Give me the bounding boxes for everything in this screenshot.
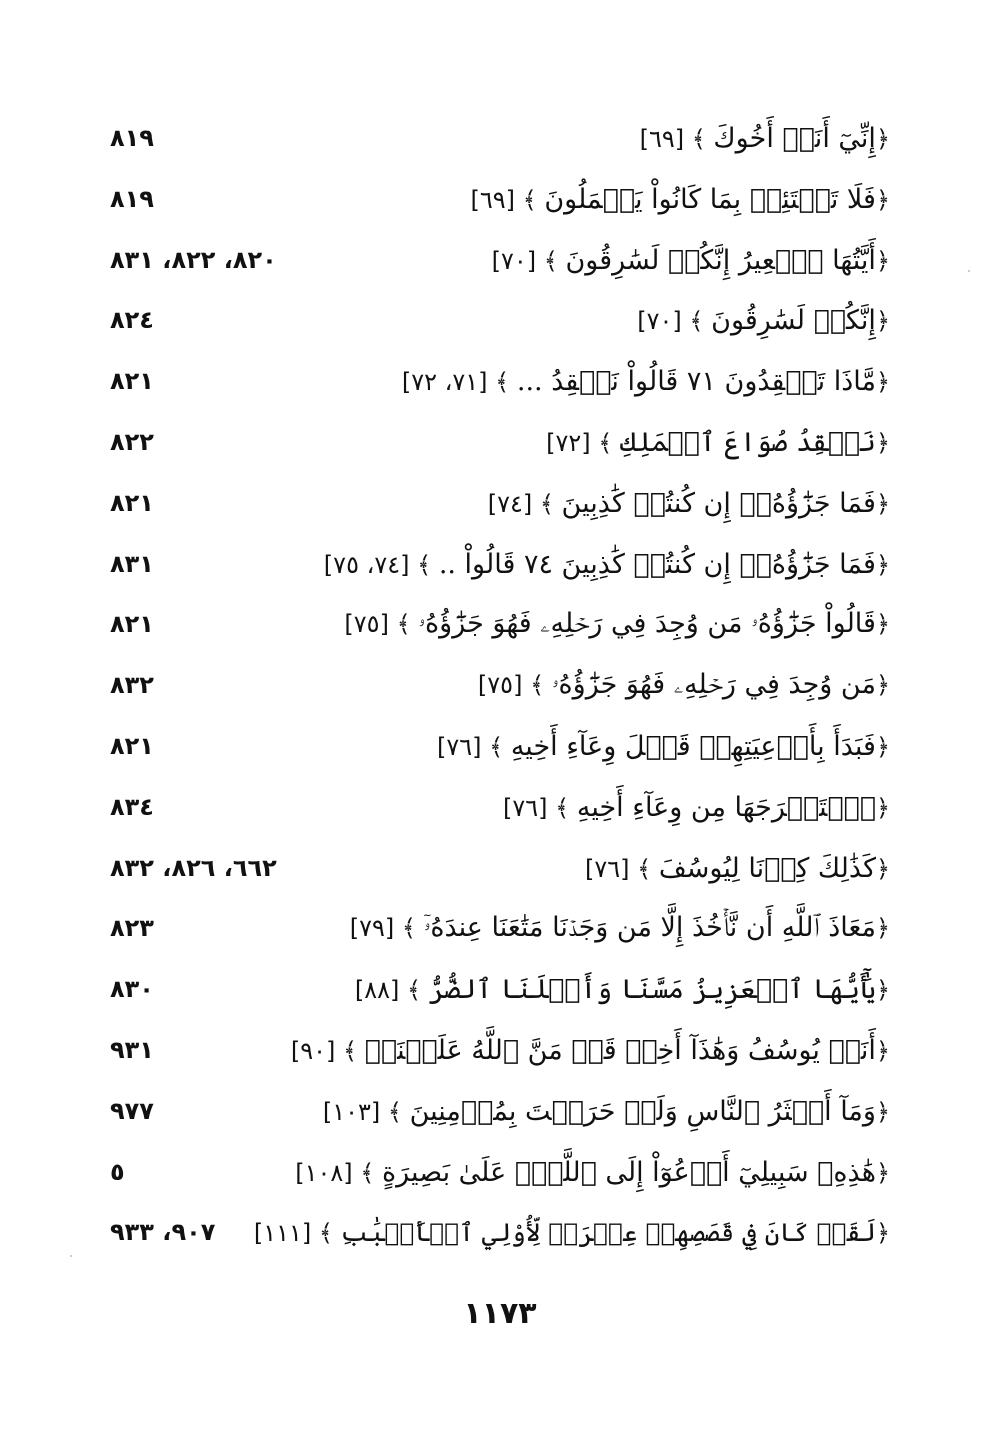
close-bracket-ornament: ﴾ bbox=[681, 306, 712, 335]
open-bracket-ornament: ﴿ bbox=[875, 975, 890, 1004]
verse-number: [٧٠] bbox=[491, 246, 537, 275]
scan-speck bbox=[968, 270, 970, 272]
verse-number: [٧٦] bbox=[503, 793, 548, 822]
close-bracket-ornament: ﴾ bbox=[487, 367, 517, 396]
open-bracket-ornament: ﴿ bbox=[875, 1158, 890, 1187]
verse-quote: مَن وُجِدَ فِي رَحۡلِهِۦ فَهُوَ جَزَٰٓؤُهُۥ bbox=[551, 669, 876, 700]
page-number: ١١٧٣ bbox=[463, 1296, 537, 1331]
page-references: ٨٣١ bbox=[110, 550, 154, 578]
close-bracket-ornament: ﴾ bbox=[590, 428, 620, 457]
open-bracket-ornament: ﴿ bbox=[875, 610, 890, 638]
verse-number: [٧٩] bbox=[349, 914, 395, 942]
close-bracket-ornament: ﴾ bbox=[532, 489, 562, 518]
scan-speck bbox=[70, 1255, 72, 1257]
open-bracket-ornament: ﴿ bbox=[875, 732, 890, 761]
verse-number: [٧٤، ٧٥] bbox=[323, 550, 410, 579]
close-bracket-ornament: ﴾ bbox=[515, 185, 545, 214]
page-references: ٦٦٢، ٨٢٦، ٨٣٢ bbox=[110, 854, 277, 882]
verse-quote: لَقَدۡ كَانَ فِي قَصَصِهِمۡ عِبۡرَةٞ لِّأُوْلِي ٱلۡأَلۡبَٰبِ bbox=[340, 1217, 876, 1247]
close-bracket-ornament: ﴾ bbox=[311, 1218, 341, 1247]
index-entry bbox=[110, 844, 890, 892]
close-bracket-ornament: ﴾ bbox=[481, 732, 511, 761]
verse-quote: فَلَا تَبۡتَئِسۡ بِمَا كَانُواْ يَعۡمَلُونَ bbox=[544, 183, 876, 215]
open-bracket-ornament: ﴿ bbox=[875, 854, 890, 883]
verse-text bbox=[637, 305, 890, 336]
open-bracket-ornament: ﴿ bbox=[875, 1097, 890, 1126]
verse-text bbox=[295, 1157, 890, 1188]
verse-quote: ٱسۡتَخۡرَجَهَا مِن وِعَآءِ أَخِيهِ bbox=[576, 791, 876, 823]
close-bracket-ornament: ﴾ bbox=[409, 550, 439, 579]
page-references: ٨٢٠، ٨٢٢، ٨٣١ bbox=[110, 246, 277, 274]
verse-number: [١٠٨] bbox=[295, 1158, 353, 1187]
verse-text bbox=[546, 427, 890, 458]
verse-number: [٦٩] bbox=[470, 185, 515, 214]
verse-quote: إِنَّكُمۡ لَسَٰرِقُونَ bbox=[711, 304, 876, 336]
close-bracket-ornament: ﴾ bbox=[352, 1158, 382, 1187]
index-entry bbox=[110, 1148, 890, 1196]
verse-quote: يَٰٓأَيُّهَا ٱلۡعَزِيزُ مَسَّنَا وَأَهۡلَنَا ٱلضُّرُّ bbox=[428, 973, 876, 1005]
verse-number: [٦٩] bbox=[639, 124, 685, 153]
verse-quote: أَنَا۠ يُوسُفُ وَهَٰذَآ أَخِيۖ قَدۡ مَنَّ ٱللَّهُ عَلَيۡنَآۖ bbox=[364, 1034, 876, 1066]
open-bracket-ornament: ﴿ bbox=[875, 914, 890, 942]
page-references: ٨٢٤ bbox=[110, 306, 154, 334]
verse-text bbox=[291, 1035, 890, 1066]
open-bracket-ornament: ﴿ bbox=[875, 671, 890, 699]
index-entry bbox=[110, 1208, 890, 1256]
verse-quote: أَيَّتُهَا ٱلۡعِيرُ إِنَّكُمۡ لَسَٰرِقُونَ bbox=[565, 244, 876, 276]
index-entry bbox=[110, 418, 890, 466]
page-references: ٨٣٠ bbox=[110, 975, 154, 1003]
verse-text bbox=[402, 366, 890, 397]
verse-number: [٩٠] bbox=[290, 1036, 336, 1065]
verse-quote: إِنِّيٓ أَنَا۠ أَخُوكَ bbox=[713, 122, 876, 154]
close-bracket-ornament: ﴾ bbox=[522, 671, 552, 699]
open-bracket-ornament: ﴿ bbox=[875, 124, 890, 153]
index-entry bbox=[110, 540, 890, 588]
index-entry bbox=[110, 661, 890, 709]
verse-number: [٨٨] bbox=[354, 975, 400, 1004]
verse-text bbox=[492, 245, 890, 276]
page-references: ٨١٩ bbox=[110, 124, 154, 152]
index-entry bbox=[110, 1087, 890, 1135]
index-entry bbox=[110, 722, 890, 770]
close-bracket-ornament: ﴾ bbox=[380, 1097, 410, 1126]
open-bracket-ornament: ﴿ bbox=[875, 185, 890, 214]
verse-text bbox=[344, 608, 890, 640]
close-bracket-ornament: ﴾ bbox=[547, 793, 577, 822]
index-entry bbox=[110, 783, 890, 831]
verse-text bbox=[503, 792, 890, 823]
page-references: ٨١٩ bbox=[110, 185, 154, 213]
verse-text bbox=[478, 669, 890, 701]
verse-text bbox=[323, 1096, 890, 1127]
index-entry bbox=[110, 357, 890, 405]
index-entry bbox=[110, 904, 890, 952]
verse-quote: هَٰذِهِۦ سَبِيلِيٓ أَدۡعُوٓاْ إِلَى ٱللَّهِۚ عَلَىٰ بَصِيرَةٍ bbox=[381, 1156, 876, 1188]
index-entry bbox=[110, 600, 890, 648]
open-bracket-ornament: ﴿ bbox=[875, 367, 890, 396]
verse-quote: فَمَا جَزَٰٓؤُهُۥٓ إِن كُنتُمۡ كَٰذِبِينَ bbox=[561, 487, 876, 519]
verse-number: [٧٥] bbox=[477, 671, 523, 699]
verse-number: [٧٦] bbox=[436, 732, 482, 761]
open-bracket-ornament: ﴿ bbox=[875, 550, 890, 579]
open-bracket-ornament: ﴿ bbox=[875, 793, 890, 822]
verse-number: [٧١، ٧٢] bbox=[401, 367, 488, 396]
page-references: ٨٢١ bbox=[110, 489, 154, 517]
verse-quote: فَبَدَأَ بِأَوۡعِيَتِهِمۡ قَبۡلَ وِعَآءِ أَخِيهِ bbox=[510, 730, 876, 762]
verse-quote: فَمَا جَزَٰٓؤُهُۥٓ إِن كُنتُمۡ كَٰذِبِينَ ٧٤ قَالُواْ .. bbox=[438, 548, 876, 580]
verse-quote: مَعَاذَ ٱللَّهِ أَن نَّأۡخُذَ إِلَّا مَن وَجَدۡنَا مَتَٰعَنَا عِندَهُۥٓ bbox=[423, 912, 876, 943]
page-references: ٨٢١ bbox=[110, 732, 154, 760]
page-references: ٨٢١ bbox=[110, 367, 154, 395]
page-references: ٨٣٤ bbox=[110, 793, 154, 821]
verse-quote: كَذَٰلِكَ كِدۡنَا لِيُوسُفَ bbox=[658, 852, 876, 884]
index-entry bbox=[110, 1026, 890, 1074]
verse-quote: وَمَآ أَكۡثَرُ ٱلنَّاسِ وَلَوۡ حَرَصۡتَ بِمُؤۡمِنِينَ bbox=[409, 1095, 876, 1127]
verse-quote: قَالُواْ جَزَٰٓؤُهُۥ مَن وُجِدَ فِي رَحۡلِهِۦ فَهُوَ جَزَٰٓؤُهُۥ bbox=[418, 608, 876, 639]
verse-text bbox=[324, 549, 890, 580]
index-entry bbox=[110, 296, 890, 344]
verse-number: [٧٢] bbox=[546, 428, 591, 457]
verse-text bbox=[488, 488, 890, 519]
page-references: ٨٢١ bbox=[110, 610, 154, 638]
page-references: ٨٢٢ bbox=[110, 428, 154, 456]
verse-number: [٧٥] bbox=[344, 610, 389, 638]
verse-number: [١٠٣] bbox=[322, 1097, 381, 1126]
page-references: ٩٠٧، ٩٣٣ bbox=[110, 1218, 216, 1246]
index-entry bbox=[110, 114, 890, 162]
verse-text bbox=[585, 853, 890, 884]
verse-text bbox=[350, 912, 890, 944]
verse-text bbox=[640, 123, 890, 154]
open-bracket-ornament: ﴿ bbox=[875, 1218, 890, 1247]
verse-number: [٧٦] bbox=[585, 854, 630, 883]
page-references: ٨٣٢ bbox=[110, 671, 154, 699]
close-bracket-ornament: ﴾ bbox=[394, 914, 424, 942]
open-bracket-ornament: ﴿ bbox=[875, 1036, 890, 1065]
verse-text bbox=[470, 184, 890, 215]
open-bracket-ornament: ﴿ bbox=[875, 246, 890, 275]
verse-number: [٧٤] bbox=[487, 489, 533, 518]
close-bracket-ornament: ﴾ bbox=[629, 854, 659, 883]
page-references: ٩٧٧ bbox=[110, 1097, 154, 1125]
verse-quote: نَفۡقِدُ صُوَاعَ ٱلۡمَلِكِ bbox=[619, 426, 876, 458]
close-bracket-ornament: ﴾ bbox=[388, 610, 419, 638]
index-entry bbox=[110, 175, 890, 223]
page-references: ٨٢٣ bbox=[110, 914, 154, 942]
close-bracket-ornament: ﴾ bbox=[399, 975, 429, 1004]
page-references: ٩٣١ bbox=[110, 1036, 154, 1064]
verse-text bbox=[437, 731, 890, 762]
page-references: ٥ bbox=[110, 1158, 125, 1186]
close-bracket-ornament: ﴾ bbox=[684, 124, 714, 153]
verse-quote: مَّاذَا تَفۡقِدُونَ ٧١ قَالُواْ نَفۡقِدُ ... bbox=[516, 365, 876, 397]
open-bracket-ornament: ﴿ bbox=[875, 306, 890, 335]
verse-text bbox=[355, 974, 890, 1005]
index-entry bbox=[110, 479, 890, 527]
index-entry bbox=[110, 236, 890, 284]
index-entry bbox=[110, 965, 890, 1013]
open-bracket-ornament: ﴿ bbox=[875, 489, 890, 518]
verse-number: [٧٠] bbox=[637, 306, 682, 335]
verse-number: [١١١] bbox=[253, 1218, 312, 1247]
close-bracket-ornament: ﴾ bbox=[335, 1036, 365, 1065]
close-bracket-ornament: ﴾ bbox=[536, 246, 566, 275]
open-bracket-ornament: ﴿ bbox=[875, 428, 890, 457]
verse-text bbox=[254, 1218, 890, 1247]
